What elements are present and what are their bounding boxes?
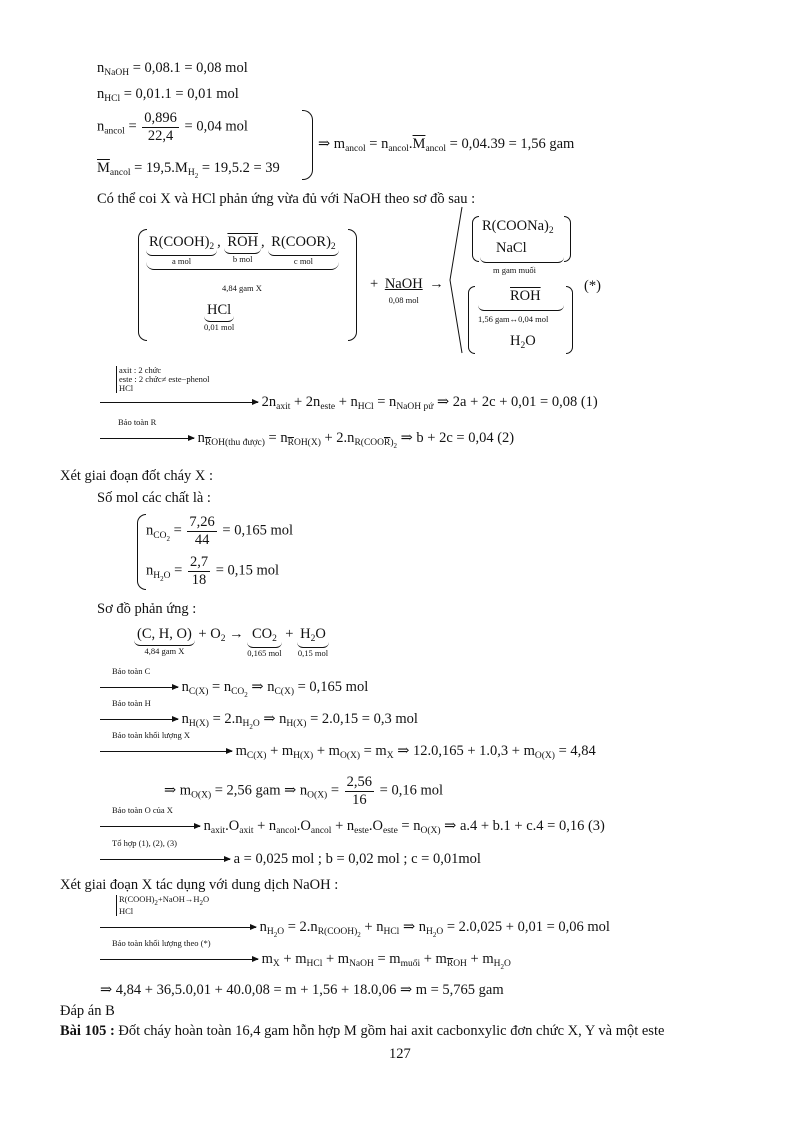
prod-roh-underbrace: [478, 304, 564, 311]
eq-n-hcl: $n_{HCl} = 0,01.1 = 0,01$ mol: [97, 86, 239, 104]
prod-roh-amount: 1,56 gam↔0,04 mol: [478, 314, 549, 324]
prod-underbrace: [480, 256, 564, 263]
prod-roh: $\overline{ROH}$: [510, 288, 541, 304]
eq-bt-mass: Bảo toàn khối lượng X $m_{C(X)} + m_{H(X)} + m_{O(X)} = m_X$ ⇒ $12.0,165 + 1.0,3 + m_{O(X)} = 4,84$: [100, 743, 596, 762]
eq-m-o: ⇒ $m_{O(X)} = 2,56$ gam ⇒ $n_{O(X)}$ = $\frac{2,56}{16}$ = 0,16 mol: [164, 774, 444, 808]
cond1: axit : 2 chức este : 2 chức≠ este−phenol HCl: [116, 366, 210, 393]
scheme-reactants: $R(COOH)_2$ a mol , $\overline{ROH}$ b mol , $R(COOR)_2$ c mol: [146, 234, 339, 270]
prod-left-brace: [472, 216, 479, 262]
prod-salt: $R(COONa)_2$: [482, 218, 554, 236]
scheme-x-mass: 4,84 gam X: [222, 283, 262, 293]
scheme-star: (*): [584, 278, 601, 294]
eq-bt-mass2: Bảo toàn khối lượng theo (*) $m_X + m_{HCl} + m_{NaOH} = m_{muối} + m_{\overline{R}OH} + m_{H_2O}$: [100, 951, 511, 971]
eq-n-co2: $n_{CO_2}$ = $\frac{7,26}{44}$ = 0,165 mol: [146, 514, 294, 548]
answer: Đáp án B: [60, 1003, 115, 1019]
prod2-left-brace: [468, 286, 475, 354]
prod2-right-brace: [566, 286, 573, 354]
eq-bt-h: Bảo toàn H $n_{H(X)} = 2.n_{H_2O}$ ⇒ $n_{H(X)} = 2.0,15 = 0,3$ mol: [100, 711, 418, 731]
prod-right-brace: [564, 216, 571, 262]
intro-text: Có thể coi X và HCl phản ứng vừa đủ với NaOH theo sơ đồ sau :: [97, 191, 476, 207]
eq-final: ⇒ 4,84 + 36,5.0,01 + 40.0,08 = m + 1,56 + 18.0,06 ⇒ m = 5,765 gam: [100, 982, 504, 998]
eq-m-ancol: $\overline{M}_{ancol} = 19,5.M_{H_2} = 19,5.2 = 39$: [97, 160, 280, 180]
next-problem: Bài 105 : Đốt cháy hoàn toàn 16,4 gam hỗn hợp M gồm hai axit cacbonxylic đơn chức X, Y và một este: [60, 1023, 665, 1039]
mol-label: Số mol các chất là :: [97, 490, 211, 506]
eq-combine: Tổ hợp (1), (2), (3) a = 0,025 mol ; b = 0,02 mol ; c = 0,01mol: [100, 851, 481, 868]
eq-n-naoh: $n_{NaOH} = 0,08.1 = 0,08$ mol: [97, 60, 248, 78]
scheme-hcl: HCl 0,01 mol: [204, 302, 235, 332]
prod-h2o: $H_2O$: [510, 333, 536, 351]
eq-n-h2o: $n_{H_2O}$ = $\frac{2,7}{18}$ = 0,15 mol: [146, 554, 280, 588]
scheme-right-brace: [348, 229, 357, 341]
eq-2: Bảo toàn R $n_{\overline{R}OH(thu được)} = n_{\overline{R}OH(X)} + 2.n_{R(COO\overline{R})_2}$ ⇒ b + 2c = 0,04 (2): [100, 430, 514, 450]
right-brace: [302, 110, 313, 180]
eq-mancol-result: ⇒ $m_{ancol} = n_{ancol}.\overline{M}_{ancol} = 0,04.39 = 1,56$ gam: [318, 136, 575, 154]
eq-1: $2n_{axit} + 2n_{este} + n_{HCl} = n_{NaOH pứ}$ ⇒ 2a + 2c + 0,01 = 0,08 (1): [100, 394, 598, 413]
eq-bt-o: Bảo toàn O của X $n_{axit}.O_{axit} + n_{ancol}.O_{ancol} + n_{este}.O_{este} = n_{O(X)}$ ⇒ a.4 + b.1 + c.4 = 0,16 (3): [100, 818, 605, 837]
cond3: $R(COOH)_2+NaOH\to H_2O$ HCl: [116, 895, 209, 916]
scheme-naoh: + NaOH 0,08 mol →: [370, 276, 444, 305]
scheme-angle-bracket: [448, 205, 464, 355]
eq-bt-c: Bảo toàn C $n_{C(X)} = n_{CO_2}$ ⇒ $n_{C(X)} = 0,165$ mol: [100, 679, 368, 699]
eq-n-ancol: $n_{ancol}$ = $\frac{0,896}{22,4}$ = 0,04 mol: [97, 110, 248, 144]
section-naoh: Xét giai đoạn X tác dụng với dung dịch NaOH :: [60, 877, 339, 893]
scheme-label: Sơ đồ phản ứng :: [97, 601, 197, 617]
section-burn: Xét giai đoạn đốt cháy X :: [60, 468, 214, 484]
prod-nacl: NaCl: [496, 240, 527, 256]
eq-3: $n_{H_2O} = 2.n_{R(COOH)_2} + n_{HCl}$ ⇒ $n_{H_2O} = 2.0,025 + 0,01 = 0,06$ mol: [100, 919, 610, 939]
prod-mass: m gam muối: [493, 265, 536, 275]
burn-scheme: (C, H, O) 4,84 gam X + $O_2$ → $CO_2$ 0,165 mol + $H_2O$ 0,15 mol: [134, 626, 329, 659]
mol-brace: [137, 514, 146, 590]
page-number: 127: [389, 1046, 411, 1062]
